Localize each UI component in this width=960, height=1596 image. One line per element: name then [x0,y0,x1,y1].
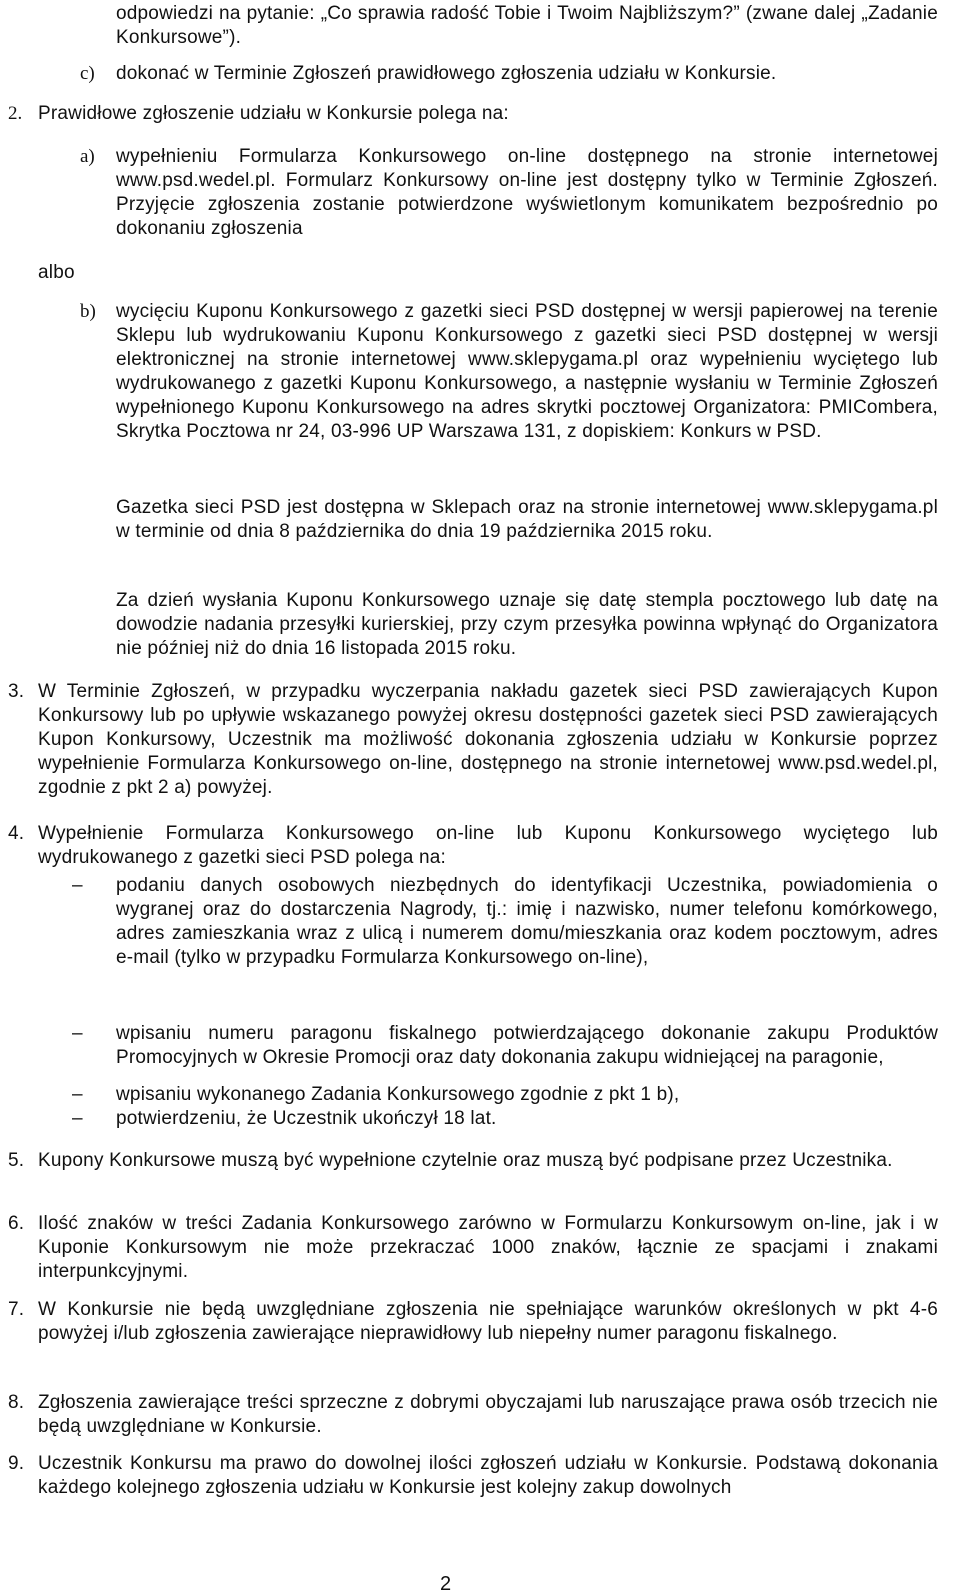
dash-bullet: – [72,1108,83,1129]
section-text-2: Prawidłowe zgłoszenie udziału w Konkursie polega na: [38,103,509,124]
section-number-9: 9. [8,1453,25,1474]
section-number-6: 6. [8,1213,25,1234]
dash-bullet: – [72,875,83,896]
item-label-a: a) [80,146,95,167]
section-number-3: 3. [8,681,25,702]
section-text-4: Wypełnienie Formularza Konkursowego on-line lub Kuponu Konkursowego wyciętego lub wydrukowanego z gazetki sieci PSD polega na: [38,823,938,868]
item-text-b: wycięciu Kuponu Konkursowego z gazetki sieci PSD dostępnej w wersji papierowej na terenie Sklepu lub wydrukowaniu Kuponu Konkursowego z gazetki sieci PSD dostępnej w wersji elektronicznej na stronie internetowej www.sklepygama.pl oraz wypełnieniu wyciętego lub wydrukowanego z gazetki Kuponu Konkursowego, a następnie wysłaniu w Terminie Zgłoszeń wypełnionego Kuponu Konkursowego na adres skrytki pocztowej Organizatora: PMICombera, Skrytka Pocztowa nr 24, 03-996 UP Warszawa 131, z dopiskiem: Konkurs w PSD. [116,301,938,442]
list-item: podaniu danych osobowych niezbędnych do identyfikacji Uczestnika, powiadomienia o wygranej oraz do dostarczenia Nagrody, tj.: imię i nazwisko, numer telefonu komórkowego, adres zamieszkania wraz z ulicą i numerem domu/mieszkania oraz kodem pocztowym, adres e-mail (tylko w przypadku Formularza Konkursowego on-line), [116,875,938,968]
item-label-b: b) [80,301,96,322]
section-number-8: 8. [8,1392,25,1413]
dash-bullet: – [72,1084,83,1105]
section-number-7: 7. [8,1299,25,1320]
list-item: wpisaniu numeru paragonu fiskalnego potwierdzającego dokonanie zakupu Produktów Promocyjnych w Okresie Promocji oraz daty dokonania zakupu widniejącej na paragonie, [116,1023,938,1068]
item-b-paragraph-2: Gazetka sieci PSD jest dostępna w Sklepach oraz na stronie internetowej www.sklepygama.pl w terminie od dnia 8 października do dnia 19 października 2015 roku. [116,497,938,542]
continued-text: odpowiedzi na pytanie: „Co sprawia radość Tobie i Twoim Najbliższym?” (zwane dalej „Zadanie Konkursowe”). [116,3,938,48]
item-label-c: c) [80,63,95,84]
list-item: wpisaniu wykonanego Zadania Konkursowego zgodnie z pkt 1 b), [116,1084,680,1105]
section-text-9: Uczestnik Konkursu ma prawo do dowolnej ilości zgłoszeń udziału w Konkursie. Podstawą dokonania każdego kolejnego zgłoszenia udziału w Konkursie jest kolejny zakup dowolnych [38,1453,938,1498]
section-number-4: 4. [8,823,25,844]
section-text-5: Kupony Konkursowe muszą być wypełnione czytelnie oraz muszą być podpisane przez Uczestnika. [38,1150,893,1171]
section-number-2: 2. [8,103,23,124]
section-number-5: 5. [8,1150,25,1171]
section-text-8: Zgłoszenia zawierające treści sprzeczne z dobrymi obyczajami lub naruszające prawa osób trzecich nie będą uwzględniane w Konkursie. [38,1392,938,1437]
list-item: potwierdzeniu, że Uczestnik ukończył 18 lat. [116,1108,497,1129]
section-text-7: W Konkursie nie będą uwzględniane zgłoszenia nie spełniające warunków określonych w pkt 4-6 powyżej i/lub zgłoszenia zawierające nieprawidłowy lub niepełny numer paragonu fiskalnego. [38,1299,938,1344]
item-text-a: wypełnieniu Formularza Konkursowego on-line dostępnego na stronie internetowej www.psd.wedel.pl. Formularz Konkursowy on-line jest dostępny tylko w Terminie Zgłoszeń. Przyjęcie zgłoszenia zostanie potwierdzone wyświetlonym komunikatem bezpośrednio po dokonaniu zgłoszenia [116,146,938,239]
section-text-3: W Terminie Zgłoszeń, w przypadku wyczerpania nakładu gazetek sieci PSD zawierających Kupon Konkursowy lub po upływie wskazanego powyżej okresu dostępności gazetek sieci PSD zawierających Kupon Konkursowy, Uczestnik ma możliwość dokonania zgłoszenia udziału w Konkursie poprzez wypełnienie Formularza Konkursowego on-line, dostępnego na stronie internetowej www.psd.wedel.pl, zgodnie z pkt 2 a) powyżej. [38,681,938,798]
albo-text: albo [38,262,75,283]
dash-bullet: – [72,1023,83,1044]
item-b-paragraph-3: Za dzień wysłania Kuponu Konkursowego uznaje się datę stempla pocztowego lub datę na dowodzie nadania przesyłki kurierskiej, przy czym przesyłka powinna wpłynąć do Organizatora nie później niż do dnia 16 listopada 2015 roku. [116,590,938,659]
item-text-c: dokonać w Terminie Zgłoszeń prawidłowego zgłoszenia udziału w Konkursie. [116,63,777,84]
section-text-6: Ilość znaków w treści Zadania Konkursowego zarówno w Formularzu Konkursowym on-line, jak i w Kuponie Konkursowym nie może przekraczać 1000 znaków, łącznie ze spacjami i znakami interpunkcyjnymi. [38,1213,938,1282]
page-number: 2 [440,1573,452,1595]
